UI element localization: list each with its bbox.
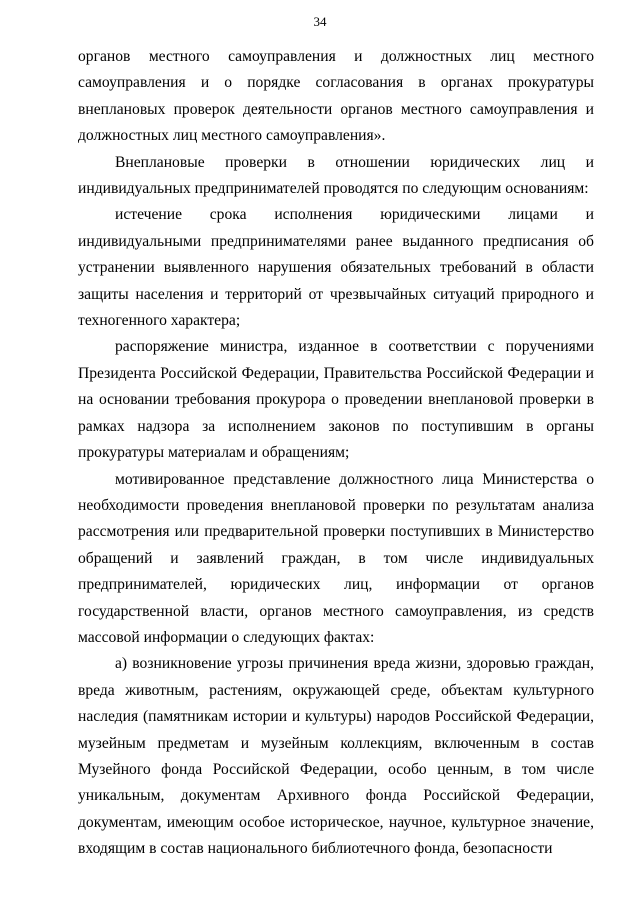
- paragraph-item-a: а) возникновение угрозы причинения вреда жизни, здоровью граждан, вреда животным, растениям, окружающей среде, объектам культурного наследия (памятникам истории и культуры) народов Российской Федерации, музейным предметам и музейным коллекциям, включенным в состав Музейного фонда Российской Федерации, особо ценным, в том числе уникальным, документам Архивного фонда Российской Федерации, документам, имеющим особое историческое, научное, культурное значение, входящим в состав национального библиотечного фонда, безопасности: [78, 655, 594, 858]
- paragraph-ground-motivated-submission: мотивированное представление должностного лица Министерства о необходимости проведения внеплановой проверки по результатам анализа рассмотрения или предварительной проверки поступивших в Министерство обращений и заявлений граждан, в том числе индивидуальных предпринимателей, юридических лиц, информации от органов государственной власти, органов местного самоуправления, из средств массовой информации о следующих фактах:: [78, 470, 594, 646]
- paragraph-ground-minister-order: распоряжение министра, изданное в соответствии с поручениями Президента Российской Федерации, Правительства Российской Федерации и на основании требования прокурора о проведении внеплановой проверки в рамках надзора за исполнением законов по поступившим в органы прокуратуры материалам и обращениям;: [78, 338, 594, 462]
- paragraph-ground-prescription-expiry: истечение срока исполнения юридическими лицами и индивидуальными предпринимателями ранее выданного предписания об устранении выявленного нарушения обязательных требований в области защиты населения и территорий от чрезвычайных ситуаций природного и техногенного характера;: [78, 206, 594, 330]
- document-body: [78, 44, 594, 863]
- page-number: 34: [313, 14, 327, 29]
- paragraph-continuation: органов местного самоуправления и должностных лиц местного самоуправления и о порядке согласования в органах прокуратуры внеплановых проверок деятельности органов местного самоуправления и должностных лиц местного самоуправления».: [78, 48, 594, 145]
- paragraph-grounds-intro: Внеплановые проверки в отношении юридических лиц и индивидуальных предпринимателей проводятся по следующим основаниям:: [78, 153, 594, 198]
